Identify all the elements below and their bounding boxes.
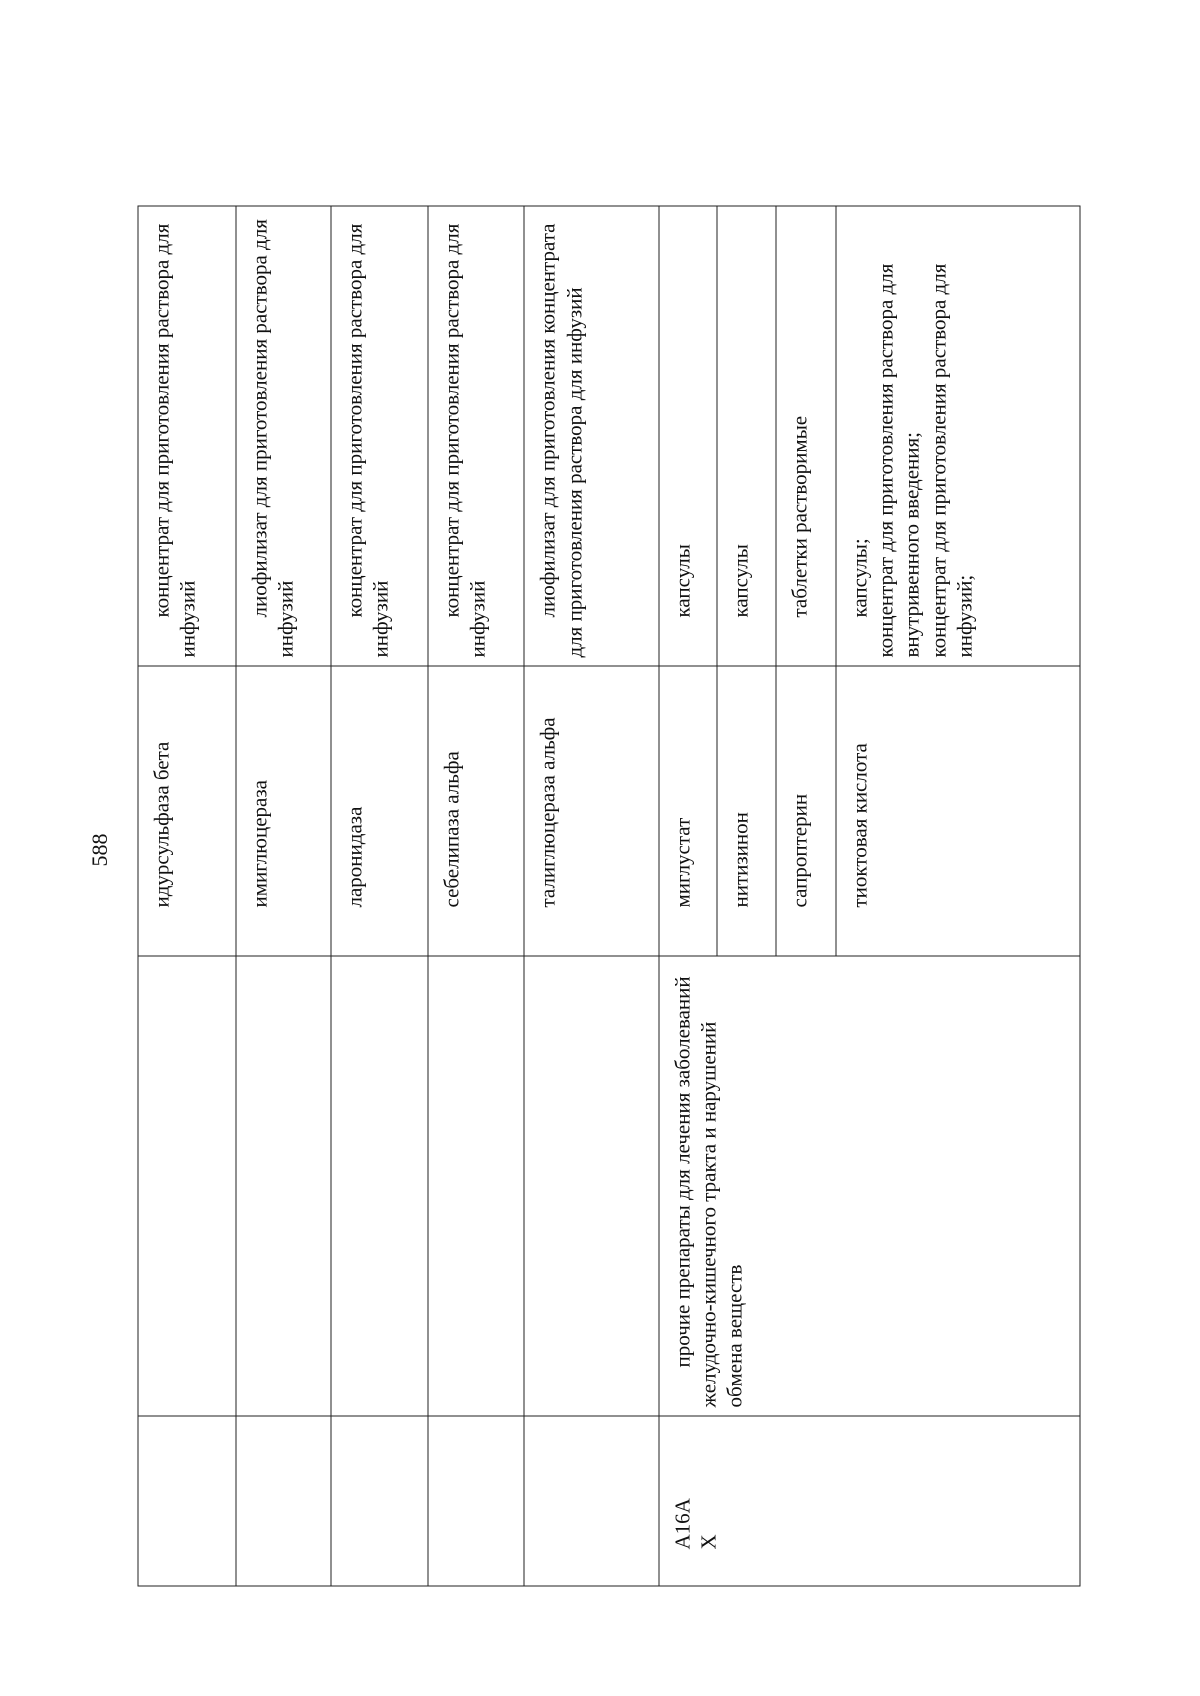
drug-name-cell: идурсульфаза бета: [138, 666, 236, 956]
table-row: [235, 206, 331, 1586]
group-cell: [524, 956, 659, 1416]
drug-name-cell: сапроптерин: [776, 666, 836, 956]
dosage-form-cell: лиофилизат для приготовления концентрата для приготовления раствора для инфузий: [524, 206, 659, 666]
table-row: [427, 206, 524, 1586]
dosage-form-cell: капсулы: [658, 206, 717, 666]
group-cell: [331, 956, 428, 1416]
page-number: 588: [87, 833, 112, 867]
dosage-form-cell: капсулы: [717, 206, 776, 666]
atc-code-cell: [331, 1416, 428, 1586]
atc-code-cell: [524, 1416, 659, 1586]
dosage-form-cell: концентрат для приготовления раствора для инфузий: [427, 206, 524, 666]
rotated-table-container: [137, 206, 1080, 1586]
drug-name-cell: тиоктовая кислота: [835, 666, 1079, 956]
group-cell: [235, 956, 331, 1416]
group-cell: [138, 956, 236, 1416]
group-cell: прочие препараты для лечения заболеваний желудочно-кишечного тракта и нарушений обмена веществ: [658, 956, 1079, 1416]
atc-code-cell: [427, 1416, 524, 1586]
group-cell: [427, 956, 524, 1416]
drug-name-cell: нитизинон: [717, 666, 776, 956]
drug-name-cell: имиглюцераза: [235, 666, 331, 956]
atc-code-cell: A16A X: [658, 1416, 1079, 1586]
table-row: [138, 206, 236, 1586]
drug-name-cell: талиглюцераза альфа: [524, 666, 659, 956]
dosage-form-cell: концентрат для приготовления раствора для инфузий: [138, 206, 236, 666]
dosage-form-cell: лиофилизат для приготовления раствора для инфузий: [235, 206, 331, 666]
atc-code-cell: [138, 1416, 236, 1586]
drug-name-cell: себелипаза альфа: [427, 666, 524, 956]
drug-name-cell: миглустат: [658, 666, 717, 956]
medicines-table: [137, 205, 1080, 1586]
dosage-form-cell: капсулы; концентрат для приготовления раствора для внутривенного введения; концентрат для приготовления раствора для инфузий;: [835, 206, 1079, 666]
dosage-form-cell: концентрат для приготовления раствора для инфузий: [331, 206, 428, 666]
table-row: [524, 206, 659, 1586]
drug-name-cell: ларонидаза: [331, 666, 428, 956]
table-row: [658, 206, 717, 1586]
atc-code-cell: [235, 1416, 331, 1586]
table-row: [331, 206, 428, 1586]
dosage-form-cell: таблетки растворимые: [776, 206, 836, 666]
